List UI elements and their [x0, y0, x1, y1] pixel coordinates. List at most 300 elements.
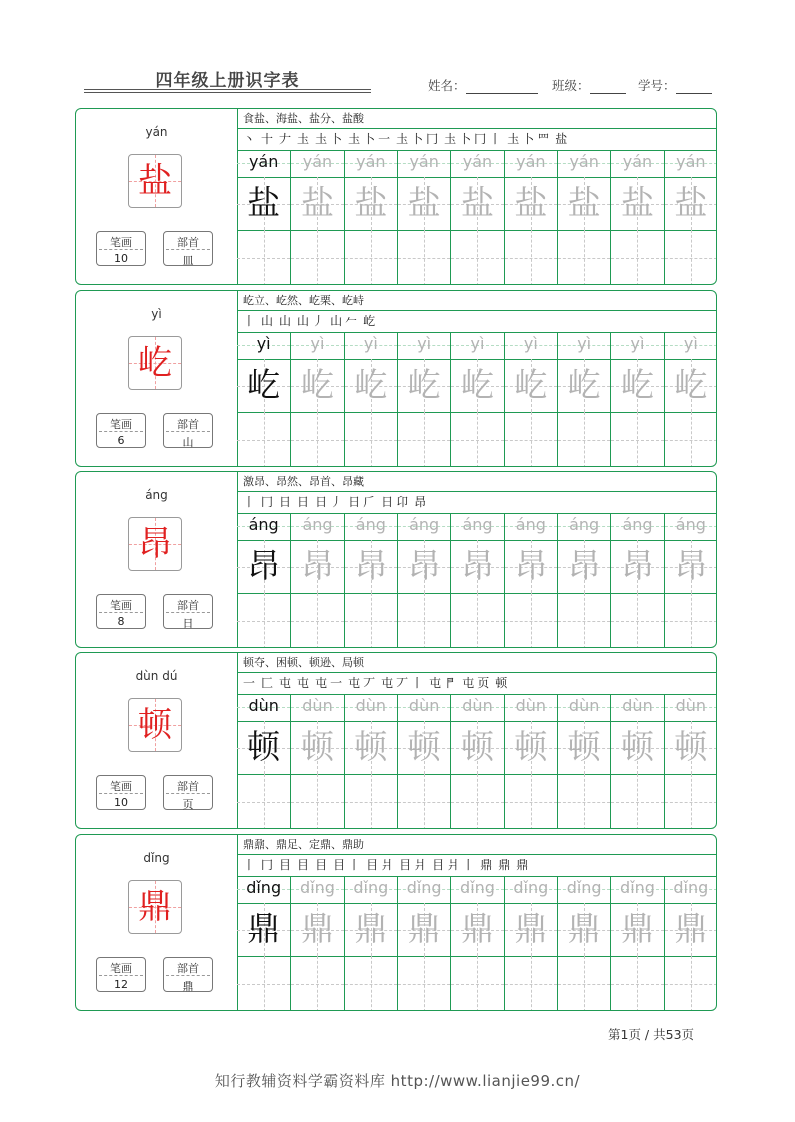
grid-column	[397, 694, 450, 829]
blank-writing-cell[interactable]	[291, 774, 343, 829]
radical-box	[163, 957, 213, 992]
pinyin-trace: dǐng	[300, 878, 335, 897]
class-field[interactable]	[552, 76, 626, 94]
blank-writing-cell[interactable]	[505, 593, 557, 648]
grid-column	[557, 513, 610, 648]
tracing-cell[interactable]	[451, 903, 503, 957]
blank-writing-cell[interactable]	[451, 774, 503, 829]
pinyin-cell[interactable]	[451, 694, 503, 722]
blank-writing-cell[interactable]	[558, 230, 610, 285]
radical-box	[163, 231, 213, 266]
stroke-step: 匚	[261, 676, 277, 690]
stroke-step: 日丿	[315, 495, 346, 509]
character-trace: 鼎	[354, 909, 388, 948]
stroke-step: 日卬	[381, 495, 412, 509]
pinyin-cell[interactable]	[665, 332, 717, 360]
tracing-cell[interactable]	[558, 903, 610, 957]
pinyin-cell[interactable]	[345, 513, 397, 541]
tracing-cell[interactable]	[665, 359, 717, 413]
stroke-step: 山	[261, 314, 277, 328]
pinyin-trace: dǐng	[566, 878, 602, 897]
id-label: 学号：	[638, 78, 676, 93]
grid-column	[237, 332, 290, 467]
stroke-order-row	[237, 854, 717, 877]
stroke-count-box	[96, 775, 146, 810]
tracing-cell[interactable]	[558, 359, 610, 413]
pinyin-trace: yán	[676, 152, 706, 171]
blank-writing-cell[interactable]	[345, 774, 397, 829]
blank-writing-cell[interactable]	[665, 412, 717, 467]
stroke-step: 圡卜冂丨	[444, 132, 505, 146]
character-main: 昂	[138, 524, 172, 564]
character-card	[75, 652, 717, 829]
tracing-cell[interactable]	[451, 177, 503, 231]
pinyin-trace: áng	[409, 515, 440, 534]
pinyin-trace: dǐng	[620, 878, 655, 897]
pinyin-trace: yì	[577, 334, 592, 353]
grid-column	[290, 150, 343, 285]
tracing-cell[interactable]	[398, 177, 450, 231]
tracing-cell[interactable]	[505, 359, 557, 413]
blank-writing-cell[interactable]	[345, 412, 397, 467]
pinyin-cell[interactable]	[291, 332, 343, 360]
blank-writing-cell[interactable]	[611, 774, 663, 829]
pinyin-model: dǐng	[246, 878, 282, 897]
blank-writing-cell[interactable]	[398, 593, 450, 648]
stroke-count-box	[96, 231, 146, 266]
name-blank[interactable]	[466, 81, 538, 94]
radical-box-value: 山	[182, 436, 194, 449]
character-trace: 顿	[620, 727, 654, 766]
pinyin-model: áng	[248, 515, 279, 534]
pinyin-cell[interactable]	[505, 876, 557, 904]
character-trace: 盐	[674, 183, 708, 222]
pinyin-cell[interactable]	[558, 876, 610, 904]
stroke-step: 山丿	[297, 314, 328, 328]
stroke-step: 山𠂉	[330, 314, 361, 328]
blank-writing-cell[interactable]	[505, 412, 557, 467]
example-words: 屹立、屹然、屹栗、屹峙	[237, 291, 717, 311]
writing-grid	[237, 694, 717, 829]
character-card	[75, 290, 717, 467]
character-trace: 鼎	[514, 909, 548, 948]
tracing-cell[interactable]	[345, 359, 397, 413]
stroke-order-row	[237, 672, 717, 695]
character-info-panel	[76, 472, 238, 647]
blank-writing-cell[interactable]	[665, 593, 717, 648]
grid-column	[290, 332, 343, 467]
stroke-step: 目	[297, 858, 313, 872]
radical-box	[163, 594, 213, 629]
stroke-step: 圡	[297, 132, 313, 146]
radical-box-label: 部首	[177, 418, 199, 431]
tracing-cell[interactable]	[345, 721, 397, 775]
tracing-cell[interactable]	[665, 721, 717, 775]
radical-box-value: 页	[182, 798, 194, 811]
pinyin-cell[interactable]	[237, 332, 290, 360]
writing-grid	[237, 513, 717, 648]
blank-writing-cell[interactable]	[237, 230, 290, 285]
pinyin-trace: áng	[515, 515, 546, 534]
character-main: 顿	[138, 705, 172, 745]
character-display-box	[128, 336, 182, 390]
grid-column	[557, 694, 610, 829]
grid-column	[504, 150, 557, 285]
radical-box-label: 部首	[177, 236, 199, 249]
character-trace: 盐	[567, 183, 601, 222]
pinyin-cell[interactable]	[611, 332, 663, 360]
tracing-cell[interactable]	[291, 903, 343, 957]
name-field[interactable]	[428, 76, 538, 94]
pinyin-trace: dùn	[515, 696, 547, 715]
blank-writing-cell[interactable]	[451, 593, 503, 648]
id-field[interactable]	[638, 76, 712, 94]
tracing-cell[interactable]	[237, 721, 290, 775]
character-model: 顿	[247, 727, 281, 766]
tracing-cell[interactable]	[611, 177, 663, 231]
pinyin-cell[interactable]	[558, 694, 610, 722]
stroke-count-box	[96, 957, 146, 992]
blank-writing-cell[interactable]	[505, 774, 557, 829]
stroke-step: 丨	[243, 858, 259, 872]
pinyin-cell[interactable]	[665, 876, 717, 904]
pinyin-cell[interactable]	[398, 513, 450, 541]
stroke-step: 屯页	[462, 676, 493, 690]
pinyin-cell[interactable]	[505, 694, 557, 722]
grid-column	[664, 150, 717, 285]
pinyin-cell[interactable]	[611, 150, 663, 178]
pinyin-trace: yì	[523, 334, 538, 353]
pinyin-trace: dùn	[355, 696, 387, 715]
tracing-cell[interactable]	[451, 359, 503, 413]
stroke-step: 日	[297, 495, 313, 509]
tracing-cell[interactable]	[505, 540, 557, 594]
blank-writing-cell[interactable]	[291, 230, 343, 285]
character-card	[75, 834, 717, 1011]
stroke-step: 鼎	[498, 858, 514, 872]
character-pinyin: yì	[151, 307, 162, 321]
character-info-panel	[76, 653, 238, 828]
grid-column	[664, 876, 717, 1011]
tracing-cell[interactable]	[398, 903, 450, 957]
blank-writing-cell[interactable]	[345, 230, 397, 285]
pinyin-cell[interactable]	[345, 694, 397, 722]
tracing-cell[interactable]	[345, 903, 397, 957]
blank-writing-cell[interactable]	[345, 593, 397, 648]
pinyin-cell[interactable]	[505, 150, 557, 178]
pinyin-cell[interactable]	[558, 332, 610, 360]
stroke-order-row	[237, 128, 717, 151]
tracing-cell[interactable]	[291, 359, 343, 413]
tracing-cell[interactable]	[345, 540, 397, 594]
tracing-cell[interactable]	[611, 359, 663, 413]
blank-writing-cell[interactable]	[611, 230, 663, 285]
tracing-cell[interactable]	[505, 903, 557, 957]
grid-column	[610, 150, 663, 285]
pinyin-trace: dùn	[675, 696, 707, 715]
pinyin-cell[interactable]	[451, 150, 503, 178]
pinyin-trace: yì	[683, 334, 698, 353]
blank-writing-cell[interactable]	[611, 956, 663, 1011]
blank-writing-cell[interactable]	[291, 412, 343, 467]
character-trace: 屹	[674, 365, 708, 404]
grid-column	[290, 513, 343, 648]
character-model: 昂	[247, 546, 281, 585]
stroke-count-box-value: 8	[117, 615, 125, 628]
character-trace: 屹	[514, 365, 548, 404]
blank-writing-cell[interactable]	[237, 412, 290, 467]
character-trace: 顿	[460, 727, 494, 766]
tracing-cell[interactable]	[237, 540, 290, 594]
grid-column	[344, 694, 397, 829]
character-display-box	[128, 517, 182, 571]
pinyin-trace: yán	[409, 152, 439, 171]
grid-column	[504, 513, 557, 648]
blank-writing-cell[interactable]	[345, 956, 397, 1011]
pinyin-cell[interactable]	[398, 876, 450, 904]
stroke-step: 丨	[243, 495, 259, 509]
pinyin-cell[interactable]	[451, 332, 503, 360]
grid-column	[397, 332, 450, 467]
stroke-step: 屯一	[315, 676, 346, 690]
tracing-cell[interactable]	[291, 540, 343, 594]
stroke-step: 丨	[243, 314, 259, 328]
tracing-cell[interactable]	[291, 721, 343, 775]
stroke-step: 冂	[261, 858, 277, 872]
stroke-count-box-value: 12	[114, 978, 128, 991]
radical-box-label: 部首	[177, 599, 199, 612]
tracing-cell[interactable]	[611, 903, 663, 957]
stroke-step: 顿	[495, 676, 511, 690]
pinyin-cell[interactable]	[451, 513, 503, 541]
character-trace: 顿	[407, 727, 441, 766]
character-trace: 昂	[407, 546, 441, 585]
character-trace: 顿	[567, 727, 601, 766]
tracing-cell[interactable]	[398, 721, 450, 775]
tracing-cell[interactable]	[558, 540, 610, 594]
character-trace: 盐	[514, 183, 548, 222]
character-trace: 昂	[354, 546, 388, 585]
character-info-panel	[76, 291, 238, 466]
grid-column	[557, 876, 610, 1011]
pinyin-cell[interactable]	[451, 876, 503, 904]
character-trace: 昂	[300, 546, 334, 585]
character-card	[75, 108, 717, 285]
blank-writing-cell[interactable]	[398, 956, 450, 1011]
pinyin-cell[interactable]	[505, 513, 557, 541]
pinyin-cell[interactable]	[237, 150, 290, 178]
stroke-step: 屯	[297, 676, 313, 690]
blank-writing-cell[interactable]	[558, 774, 610, 829]
stroke-step: 屯	[279, 676, 295, 690]
grid-column	[237, 694, 290, 829]
stroke-step: 圡卜冂	[396, 132, 442, 146]
tracing-cell[interactable]	[665, 903, 717, 957]
stroke-step: 屯丆丨	[381, 676, 427, 690]
blank-writing-cell[interactable]	[398, 774, 450, 829]
character-model: 鼎	[247, 909, 281, 948]
pinyin-trace: yán	[356, 152, 386, 171]
tracing-cell[interactable]	[611, 540, 663, 594]
blank-writing-cell[interactable]	[451, 412, 503, 467]
character-trace: 顿	[354, 727, 388, 766]
pinyin-cell[interactable]	[291, 694, 343, 722]
character-trace: 屹	[407, 365, 441, 404]
tracing-cell[interactable]	[291, 177, 343, 231]
blank-writing-cell[interactable]	[665, 956, 717, 1011]
pinyin-trace: yán	[462, 152, 493, 171]
blank-writing-cell[interactable]	[611, 593, 663, 648]
grid-column	[397, 150, 450, 285]
radical-box-label: 部首	[177, 962, 199, 975]
pinyin-cell[interactable]	[345, 150, 397, 178]
blank-writing-cell[interactable]	[611, 412, 663, 467]
blank-writing-cell[interactable]	[291, 956, 343, 1011]
practice-panel	[237, 472, 717, 647]
character-trace: 顿	[674, 727, 708, 766]
pinyin-cell[interactable]	[398, 694, 450, 722]
grid-column	[557, 150, 610, 285]
pinyin-cell[interactable]	[398, 332, 450, 360]
pinyin-cell[interactable]	[291, 150, 343, 178]
tracing-cell[interactable]	[237, 359, 290, 413]
title-underline-2	[84, 92, 371, 93]
pinyin-trace: yán	[516, 152, 546, 171]
pinyin-cell[interactable]	[611, 513, 663, 541]
pinyin-cell[interactable]	[237, 876, 290, 904]
pinyin-cell[interactable]	[558, 150, 610, 178]
character-trace: 昂	[620, 546, 654, 585]
grid-column	[237, 876, 290, 1011]
stroke-step: 圡卜一	[348, 132, 394, 146]
pinyin-cell[interactable]	[505, 332, 557, 360]
pinyin-trace: dùn	[462, 696, 493, 715]
tracing-cell[interactable]	[237, 903, 290, 957]
character-trace: 屹	[567, 365, 601, 404]
writing-grid	[237, 150, 717, 285]
pinyin-cell[interactable]	[558, 513, 610, 541]
tracing-cell[interactable]	[237, 177, 290, 231]
blank-writing-cell[interactable]	[237, 593, 290, 648]
grid-column	[397, 513, 450, 648]
pinyin-trace: yì	[363, 334, 378, 353]
pinyin-cell[interactable]	[345, 876, 397, 904]
name-label: 姓名：	[428, 78, 466, 93]
blank-writing-cell[interactable]	[558, 412, 610, 467]
tracing-cell[interactable]	[345, 177, 397, 231]
stroke-count-box-label: 笔画	[110, 418, 132, 431]
tracing-cell[interactable]	[451, 540, 503, 594]
tracing-cell[interactable]	[665, 540, 717, 594]
blank-writing-cell[interactable]	[665, 774, 717, 829]
stroke-count-box-label: 笔画	[110, 780, 132, 793]
pinyin-cell[interactable]	[237, 513, 290, 541]
grid-column	[344, 876, 397, 1011]
pinyin-cell[interactable]	[611, 694, 663, 722]
pinyin-trace: yì	[630, 334, 645, 353]
stroke-step: 屯𠁣	[429, 676, 460, 690]
blank-writing-cell[interactable]	[505, 956, 557, 1011]
blank-writing-cell[interactable]	[451, 230, 503, 285]
practice-panel	[237, 653, 717, 828]
character-trace: 鼎	[460, 909, 494, 948]
example-words: 激昂、昂然、昂首、昂藏	[237, 472, 717, 492]
grid-column	[557, 332, 610, 467]
stroke-order-row	[237, 491, 717, 514]
footer-text: 知行教辅资料学霸资料库 http://www.lianjie99.cn/	[214, 1072, 581, 1090]
character-info-panel	[76, 835, 238, 1010]
practice-panel	[237, 109, 717, 284]
tracing-cell[interactable]	[558, 721, 610, 775]
stroke-step: 屯丆	[348, 676, 379, 690]
tracing-cell[interactable]	[505, 721, 557, 775]
tracing-cell[interactable]	[665, 177, 717, 231]
character-trace: 屹	[620, 365, 654, 404]
stroke-step: 日	[279, 495, 295, 509]
blank-writing-cell[interactable]	[665, 230, 717, 285]
stroke-step: 日𠂆	[348, 495, 379, 509]
tracing-cell[interactable]	[398, 359, 450, 413]
stroke-count-box-value: 10	[114, 796, 128, 809]
stroke-step: 昂	[414, 495, 430, 509]
pinyin-cell[interactable]	[665, 150, 717, 178]
pinyin-cell[interactable]	[665, 694, 717, 722]
stroke-step: 目爿	[366, 858, 397, 872]
example-words: 顿夺、困顿、顿逊、局顿	[237, 653, 717, 673]
class-blank[interactable]	[590, 81, 626, 94]
character-trace: 昂	[674, 546, 708, 585]
title-underline	[84, 89, 371, 90]
character-trace: 鼎	[300, 909, 334, 948]
stroke-step: 圡卜罒	[507, 132, 553, 146]
character-main: 鼎	[138, 887, 172, 927]
id-blank[interactable]	[676, 81, 712, 94]
blank-writing-cell[interactable]	[237, 956, 290, 1011]
blank-writing-cell[interactable]	[398, 412, 450, 467]
character-trace: 盐	[620, 183, 654, 222]
pinyin-trace: dǐng	[406, 878, 442, 897]
blank-writing-cell[interactable]	[558, 593, 610, 648]
blank-writing-cell[interactable]	[505, 230, 557, 285]
grid-column	[237, 150, 290, 285]
tracing-cell[interactable]	[611, 721, 663, 775]
tracing-cell[interactable]	[505, 177, 557, 231]
blank-writing-cell[interactable]	[237, 774, 290, 829]
pinyin-cell[interactable]	[611, 876, 663, 904]
grid-column	[664, 513, 717, 648]
blank-writing-cell[interactable]	[291, 593, 343, 648]
character-trace: 顿	[514, 727, 548, 766]
grid-column	[344, 332, 397, 467]
character-model: 屹	[247, 365, 281, 404]
pinyin-cell[interactable]	[398, 150, 450, 178]
pinyin-cell[interactable]	[345, 332, 397, 360]
pinyin-trace: dǐng	[460, 878, 495, 897]
pinyin-cell[interactable]	[665, 513, 717, 541]
pinyin-trace: dùn	[302, 696, 333, 715]
pinyin-cell[interactable]	[291, 876, 343, 904]
character-info-panel	[76, 109, 238, 284]
tracing-cell[interactable]	[398, 540, 450, 594]
tracing-cell[interactable]	[558, 177, 610, 231]
tracing-cell[interactable]	[451, 721, 503, 775]
stroke-step: 一	[243, 676, 259, 690]
pinyin-cell[interactable]	[291, 513, 343, 541]
pinyin-cell[interactable]	[237, 694, 290, 722]
blank-writing-cell[interactable]	[451, 956, 503, 1011]
blank-writing-cell[interactable]	[558, 956, 610, 1011]
blank-writing-cell[interactable]	[398, 230, 450, 285]
